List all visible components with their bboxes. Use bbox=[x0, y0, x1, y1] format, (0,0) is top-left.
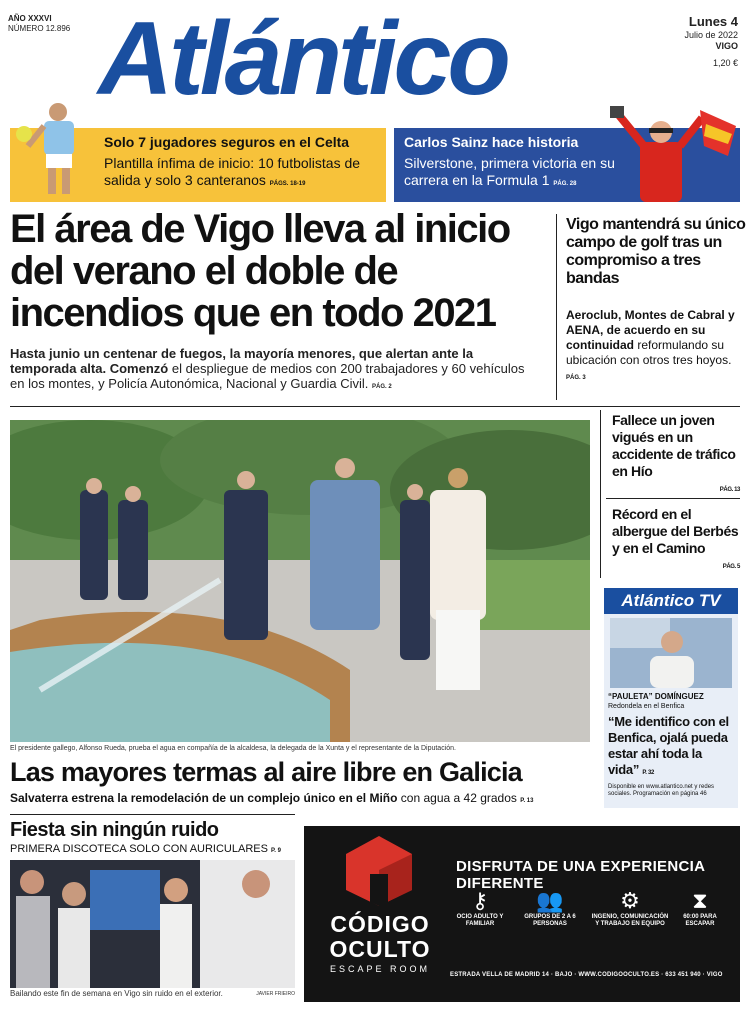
right-divider bbox=[600, 410, 601, 578]
masthead-meta bbox=[8, 14, 70, 34]
promo-sainz-title: Carlos Sainz hace historia bbox=[404, 134, 579, 150]
group-icon: 👥 bbox=[536, 888, 564, 913]
golf-bold: Aeroclub, Montes de Cabral y AENA, de acuerdo en su continuidad bbox=[566, 308, 735, 352]
tv-name: “PAULETA” DOMÍNGUEZ bbox=[608, 692, 704, 701]
promo-celta[interactable] bbox=[10, 128, 386, 202]
tv-ref: P. 32 bbox=[642, 770, 655, 776]
golf-ref: PÁG. 3 bbox=[566, 375, 586, 381]
feature-1-label: OCIO ADULTO Y FAMILIAR bbox=[456, 914, 504, 927]
record-headline: Récord en el albergue del Berbés y en el Camino bbox=[612, 506, 739, 556]
masthead-date bbox=[684, 14, 738, 69]
fiesta-divider bbox=[10, 814, 295, 815]
promo-sainz-ref: PÁG. 28 bbox=[553, 181, 577, 187]
termas-ref: P. 13 bbox=[520, 798, 534, 804]
fiesta-caption-row bbox=[10, 989, 295, 999]
termas-headline[interactable]: Las mayores termas al aire libre en Galicia bbox=[10, 757, 522, 787]
fiesta-caption: Bailando este fin de semana en Vigo sin ruido en el exterior. bbox=[10, 989, 223, 998]
fiesta-headline[interactable]: Fiesta sin ningún ruido bbox=[10, 819, 219, 841]
issue-number: NÚMERO 12.896 bbox=[8, 24, 71, 33]
promo-sainz[interactable] bbox=[394, 128, 740, 202]
column-divider bbox=[556, 214, 557, 400]
party-illustration bbox=[10, 860, 295, 988]
driver-illustration bbox=[604, 106, 740, 202]
ad-headline: DISFRUTA DE UNA EXPERIENCIA DIFERENTE bbox=[456, 858, 705, 892]
tv-photo bbox=[610, 618, 732, 688]
city-label: VIGO bbox=[715, 41, 738, 51]
right-divider-h bbox=[606, 498, 740, 499]
ad-brand-line3: ESCAPE ROOM bbox=[329, 964, 430, 974]
main-headline[interactable]: El área de Vigo lleva al inicio del verano el doble de incendios que en todo 2021 bbox=[10, 207, 510, 335]
golf-body: reformulando su ubicación con otros tres hoyos. bbox=[566, 338, 732, 367]
logo: Atlántico bbox=[98, 1, 507, 117]
feature-2-label: GRUPOS DE 2 A 6 PERSONAS bbox=[524, 914, 576, 927]
feature-3-label: INGENIO, COMUNICACIÓN Y TRABAJO EN EQUIPO bbox=[591, 914, 669, 927]
photo-caption: El presidente gallego, Alfonso Rueda, prueba el agua en compañía de la alcaldesa, la delegada de la Xunta y el representante de la Diputación. bbox=[10, 745, 456, 752]
promo-celta-text: Plantilla ínfima de inicio: 10 futbolistas de salida y solo 3 canteranos bbox=[104, 155, 361, 188]
golf-text bbox=[566, 308, 746, 386]
tv-header: Atlántico TV bbox=[604, 588, 738, 614]
termas-sub-bold: Salvaterra estrena la remodelación de un complejo único en el Miño bbox=[10, 791, 398, 805]
termas-photo-illustration bbox=[10, 420, 590, 742]
hourglass-icon: ⧗ bbox=[692, 888, 708, 913]
fiesta-subhead bbox=[10, 843, 281, 858]
cube-logo-icon bbox=[344, 834, 414, 908]
main-photo[interactable] bbox=[10, 420, 590, 742]
fiesta-photo[interactable] bbox=[10, 860, 295, 988]
ad-footer: ESTRADA VELLA DE MADRID 14 · BAJO · WWW.CODIGOOCULTO.ES · 633 451 940 · VIGO bbox=[450, 972, 723, 978]
termas-sub-text: con agua a 42 grados bbox=[400, 791, 517, 805]
tv-quote: “Me identifico con el Benfica, ojalá pueda estar ahí toda la vida” bbox=[608, 714, 729, 777]
year-label: AÑO XXXVI bbox=[8, 14, 52, 23]
main-subhead bbox=[10, 346, 540, 395]
feature-4-label: 60:00 PARA ESCAPAR bbox=[683, 914, 717, 927]
joven-ref: PÁG. 13 bbox=[719, 487, 740, 493]
day-label: Lunes 4 bbox=[688, 14, 738, 29]
brain-icon: ⚙ bbox=[620, 888, 640, 913]
feature-3 bbox=[590, 888, 670, 928]
feature-2 bbox=[520, 888, 580, 928]
tv-role: Redondela en el Benfica bbox=[608, 703, 685, 710]
footballer-illustration bbox=[10, 96, 100, 202]
ad-brand-line1: CÓDIGO bbox=[330, 911, 430, 937]
fiesta-credit: JAVIER FRIEIRO bbox=[256, 991, 295, 997]
date-label: Julio de 2022 bbox=[684, 30, 738, 40]
record-ref: PÁG. 5 bbox=[722, 564, 740, 570]
promo-celta-ref: PÁGS. 18-19 bbox=[269, 181, 306, 187]
promo-celta-title: Solo 7 jugadores seguros en el Celta bbox=[104, 134, 350, 150]
ad-brand-line2: OCULTO bbox=[329, 936, 431, 962]
joven-headline: Fallece un joven vigués en un accidente de tráfico en Hío bbox=[612, 412, 736, 479]
main-ref: PÁG. 2 bbox=[372, 384, 392, 390]
ad-features bbox=[450, 888, 736, 958]
feature-4 bbox=[670, 888, 730, 928]
feature-1 bbox=[450, 888, 510, 928]
record-story[interactable] bbox=[612, 506, 740, 576]
section-divider bbox=[10, 406, 740, 407]
main-sub-bold2: Comenzó bbox=[109, 361, 169, 376]
fiesta-sub-text: PRIMERA DISCOTECA SOLO CON AURICULARES bbox=[10, 843, 268, 855]
promo-sainz-text: Silverstone, primera victoria en su carrera en la Formula 1 bbox=[404, 155, 615, 188]
price-label: 1,20 € bbox=[712, 58, 738, 68]
ball-icon bbox=[16, 126, 32, 142]
main-sub-text: el despliegue de medios con 200 trabajadores y 60 vehículos en los montes, y Policía Autonómica, Nacional y Guardia Civil. bbox=[10, 361, 525, 391]
golf-headline[interactable]: Vigo mantendrá su único campo de golf tras un compromiso a tres bandas bbox=[566, 216, 746, 287]
termas-subhead bbox=[10, 791, 595, 809]
joven-story[interactable] bbox=[612, 412, 740, 499]
key-icon: ⚷ bbox=[471, 888, 489, 913]
fiesta-ref: P. 9 bbox=[271, 848, 281, 854]
main-sub-bold1: Hasta junio un centenar de fuegos, la mayoría menores, que alertan ante la temporada alta. bbox=[10, 346, 474, 376]
tv-text bbox=[608, 692, 736, 798]
tv-foot: Disponible en www.atlantico.net y redes sociales. Programación en página 46 bbox=[608, 784, 715, 797]
trophy-icon bbox=[610, 106, 624, 118]
ad-brand bbox=[318, 912, 442, 974]
